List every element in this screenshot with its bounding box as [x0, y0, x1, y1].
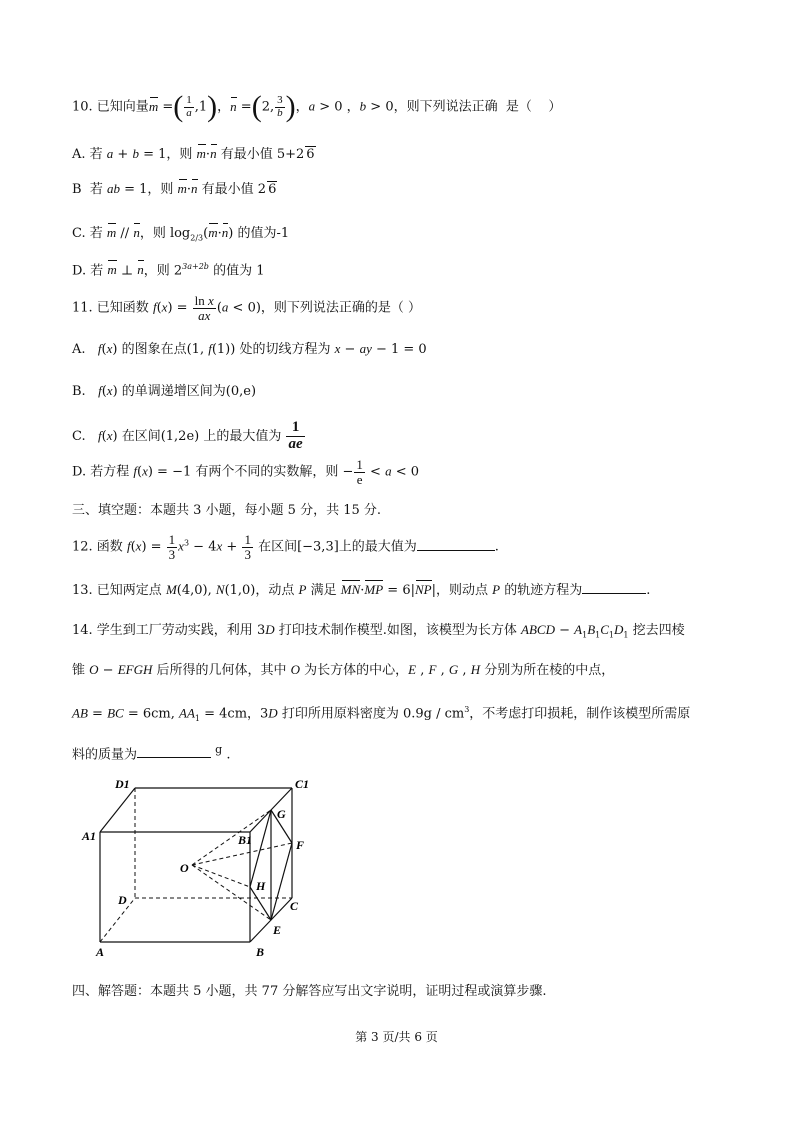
- q10-option-b: B 若 ab = 1，则 m·n 有最小值 2 6: [72, 181, 277, 197]
- q11-option-d: D. 若方程 f(x) = −1 有两个不同的实数解，则 − $\frac{1}{e}$ < a < 0: [72, 457, 420, 487]
- q11-option-b: B. f(x) 的单调递增区间为(0,e): [72, 383, 257, 399]
- q10-option-d: D. 若 m ⊥ n，则 $2^{3a+2b}$ 的值为 1: [72, 262, 265, 279]
- page-footer: 第 3 页/共 6 页: [355, 1030, 438, 1044]
- q10-option-a: A. 若 a + b = 1，则 m·n 有最小值 5+2 6: [72, 146, 315, 162]
- section-3-heading: 三、填空题：本题共 3 小题，每小题 5 分，共 15 分.: [72, 503, 382, 518]
- label-A: A: [96, 945, 105, 959]
- cuboid-figure: [80, 772, 320, 962]
- label-D: D: [118, 893, 127, 907]
- label-O: O: [180, 861, 189, 875]
- label-C: C: [290, 899, 299, 913]
- q14-line-4: 料的质量为 $^g$ .: [72, 743, 231, 763]
- q11-prefix: 11. 已知函数: [72, 300, 149, 316]
- label-A1: A1: [82, 829, 97, 843]
- q10-option-c: C. 若 m // n，则 $\log_{2/3}(m\cdot n)$ 的值为-1: [72, 225, 290, 243]
- label-C1: C1: [295, 777, 310, 791]
- q11-stem: 11. 已知函数 f(x) = $\frac{\text{ln x}}{ax}$ (a < 0)，则下列说法正确的是（ ）: [72, 293, 422, 323]
- section-4-heading: 四、解答题：本题共 5 小题，共 77 分解答应写出文字说明，证明过程或演算步骤.: [72, 984, 547, 999]
- q10-stem: 10. 已知向量m =( $\frac{1}{a}$ ,1)，n =(2, $\frac{3}{b}$ )，a > 0 ，b > 0，则下列说法正确 是（ ）: [72, 90, 562, 123]
- q11-option-c: C. f(x) 在区间(1,2e) 上的最大值为 $\frac{1}{ae}$: [72, 419, 303, 452]
- frac-1-over-a: $\frac{1}{a}$: [186, 93, 192, 119]
- q11-suffix: ，则下列说法正确的是（ ）: [260, 300, 422, 316]
- q13: 13. 已知两定点 M(4,0), N(1,0)，动点 P 满足 MN·MP = 6|NP|，则动点 P 的轨迹方程为 .: [72, 582, 651, 598]
- label-E: E: [273, 923, 282, 937]
- q14-line-1: 14. 学生到工厂劳动实践，利用 3D 打印技术制作模型.如图，该模型为长方体 ABCD − $A_1B_1C_1D_1$ 挖去四棱: [72, 622, 685, 640]
- q11-option-a: A. f(x) 的图象在点(1, f(1)) 处的切线方程为 x − ay − 1 = 0: [72, 341, 427, 357]
- q10-prefix: 10. 已知向量: [72, 99, 149, 115]
- label-B: B: [256, 945, 265, 959]
- q12: 12. 函数 f(x) = $\frac{1}{3}$ $x^3 - 4x$ + $\frac{1}{3}$ 在区间[−3,3]上的最大值为 .: [72, 532, 499, 562]
- label-G: G: [277, 807, 286, 821]
- vec-m: m: [148, 98, 159, 114]
- q14-line-2: 锥 O − EFGH 后所得的几何体，其中 O 为长方体的中心，E , F , G , H 分别为所在棱的中点，: [72, 662, 615, 678]
- label-F: F: [296, 838, 305, 852]
- label-H: H: [256, 879, 266, 893]
- q14-line-3: AB = BC = 6cm, $AA_1 = 4cm$，3D 打印所用原料密度为 $0.9g / cm^3$，不考虑打印损耗，制作该模型所需原: [72, 705, 691, 723]
- q14-unit: g: [215, 743, 223, 756]
- q14-l4-text: 料的质量为: [72, 747, 138, 763]
- label-D1: D1: [115, 777, 130, 791]
- label-B1: B1: [238, 833, 253, 847]
